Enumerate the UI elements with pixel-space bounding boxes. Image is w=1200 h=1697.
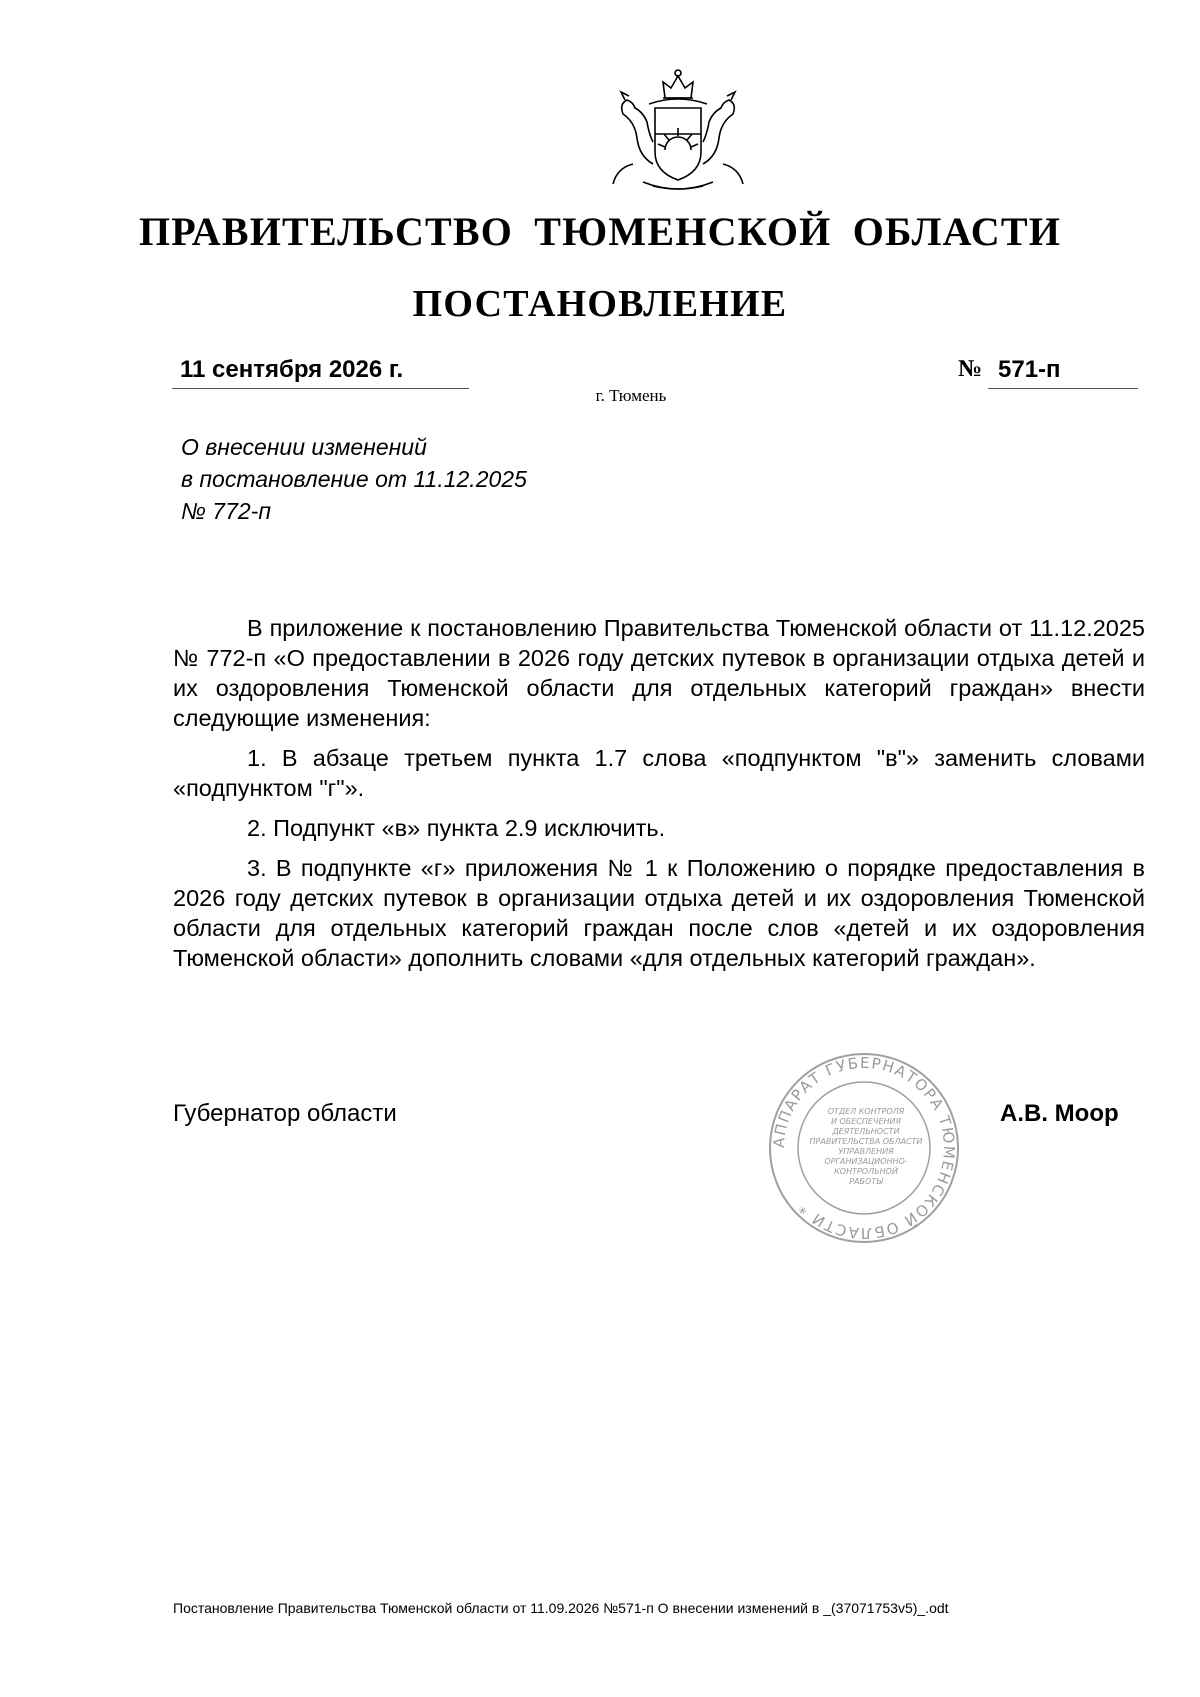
document-number-field [988,356,1138,389]
subject-line: О внесении изменений [181,434,427,460]
organization-title: ПРАВИТЕЛЬСТВО ТЮМЕНСКОЙ ОБЛАСТИ [138,209,1062,254]
stamp-inner-line: УПРАВЛЕНИЯ [838,1147,894,1156]
subject-line: в постановление от 11.12.2025 [181,466,527,492]
document-date-field [172,356,469,389]
stamp-inner-line: ДЕЯТЕЛЬНОСТИ [832,1127,900,1136]
stamp-inner-line: ОТДЕЛ КОНТРОЛЯ [827,1107,905,1116]
stamp-inner-line: И ОБЕСПЕЧЕНИЯ [830,1117,902,1126]
document-type-heading: ПОСТАНОВЛЕНИЕ [412,283,788,325]
number-sign: № [958,356,983,382]
body-paragraph: 2. Подпункт «в» пункта 2.9 исключить. [247,815,666,841]
stamp-inner-line: ОРГАНИЗАЦИОННО- [824,1157,908,1166]
stamp-inner-line: ПРАВИТЕЛЬСТВА ОБЛАСТИ [809,1137,923,1146]
document-body [173,613,1145,973]
file-footer: Постановление Правительства Тюменской области от 11.09.2026 №571-п О внесении изменений в _(37071753v5)_.odt [173,1600,949,1616]
signatory-position: Губернатор области [173,1100,397,1127]
stamp-outer-text: АППАРАТ ГУБЕРНАТОРА ТЮМЕНСКОЙ ОБЛАСТИ * [769,1053,959,1243]
official-stamp-icon [768,1052,960,1244]
issue-city: г. Тюмень [595,386,667,405]
document-subject [181,431,527,527]
stamp-inner-line: РАБОТЫ [849,1177,883,1186]
body-paragraph: 3. В подпункте «г» приложения № 1 к Положению о порядке предоставления в 2026 году детских путевок в организации отдыха детей и их оздоровления Тюменской области для отдельных категорий граждан после слов «детей и их оздоровления Тюменской области» дополнить словами «для отдельных категорий граждан». [173,855,1145,971]
body-paragraph: 1. В абзаце третьем пункта 1.7 слова «подпунктом "в"» заменить словами «подпунктом "г"». [173,745,1145,801]
stamp-inner-line: КОНТРОЛЬНОЙ [834,1167,898,1176]
coat-of-arms-icon [603,64,753,197]
body-paragraph: В приложение к постановлению Правительства Тюменской области от 11.12.2025 № 772-п «О предоставлении в 2026 году детских путевок в организации отдыха детей и их оздоровления Тюменской области для отдельных категорий граждан» внести следующие изменения: [173,615,1145,731]
document-number: 571-п [998,356,1061,383]
signatory-name: А.В. Моор [1000,1100,1119,1127]
subject-line: № 772-п [181,498,271,524]
document-date: 11 сентября 2026 г. [180,356,404,383]
